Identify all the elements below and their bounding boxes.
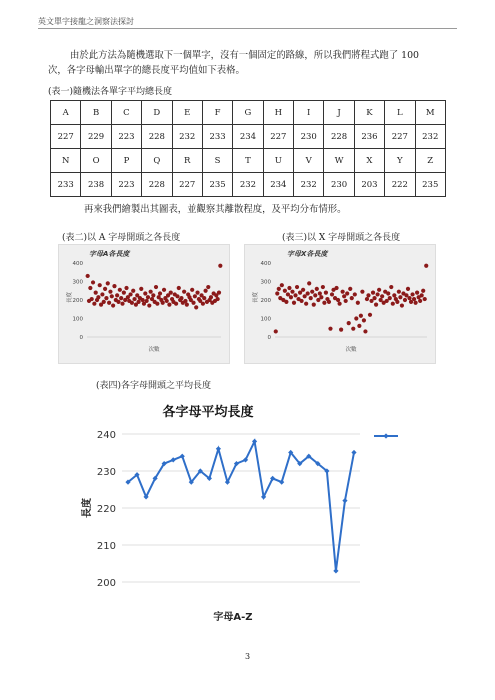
x-axis-label: 字母A-Z — [213, 612, 253, 623]
scatter-point — [103, 287, 107, 291]
scatter-point — [351, 327, 355, 331]
scatter-point — [175, 294, 179, 298]
table-cell: 227 — [172, 173, 202, 197]
scatter-point — [112, 284, 116, 288]
scatter-point — [100, 292, 104, 296]
table-cell: 236 — [354, 125, 384, 149]
figure-2-caption: (表二)以 A 字母開頭之各長度 — [62, 233, 181, 243]
scatter-point — [128, 292, 132, 296]
scatter-point — [195, 291, 199, 295]
x-axis-label: 次數 — [345, 347, 357, 353]
chart-title: 字母X各長度 — [287, 250, 328, 258]
scatter-point — [284, 300, 288, 304]
scatter-point — [289, 295, 293, 299]
scatter-point — [107, 301, 111, 305]
table-cell: 235 — [202, 173, 232, 197]
scatter-point — [146, 295, 150, 299]
scatter-point — [407, 296, 411, 300]
line-chart — [78, 394, 424, 630]
scatter-point — [116, 300, 120, 304]
scatter-point — [217, 291, 221, 295]
scatter-point — [372, 296, 376, 300]
scatter-point — [310, 290, 314, 294]
scatter-point — [96, 295, 100, 299]
scatter-point — [336, 298, 340, 302]
table-cell: 234 — [263, 173, 293, 197]
table-cell: L — [385, 101, 415, 125]
table-cell: D — [142, 101, 172, 125]
y-tick-label: 240 — [96, 430, 116, 441]
table-cell: R — [172, 149, 202, 173]
data-point — [216, 446, 221, 451]
header-rule — [38, 28, 457, 29]
scatter-point — [287, 286, 291, 290]
scatter-point — [319, 295, 323, 299]
scatter-point — [183, 299, 187, 303]
scatter-point — [389, 285, 393, 289]
scatter-point — [410, 292, 414, 296]
scatter-point — [111, 303, 115, 307]
table-cell: P — [111, 149, 141, 173]
y-tick-label: 200 — [72, 298, 83, 304]
table-cell: 229 — [81, 125, 111, 149]
scatter-point — [386, 291, 390, 295]
scatter-point — [115, 293, 119, 297]
scatter-point — [359, 314, 363, 318]
scatter-point — [122, 291, 126, 295]
scatter-point — [182, 290, 186, 294]
scatter-point — [275, 291, 279, 295]
scatter-point — [292, 301, 296, 305]
y-tick-label: 220 — [96, 504, 116, 515]
scatter-point — [98, 283, 102, 287]
table-cell: U — [263, 149, 293, 173]
scatter-point — [353, 292, 357, 296]
scatter-point — [350, 296, 354, 300]
y-tick-label: 400 — [260, 261, 271, 267]
scatter-panel-x — [244, 244, 436, 364]
scatter-point — [368, 313, 372, 317]
table-cell: 228 — [142, 173, 172, 197]
scatter-point — [165, 299, 169, 303]
table-cell: 222 — [385, 173, 415, 197]
scatter-point — [356, 301, 360, 305]
scatter-point — [119, 296, 123, 300]
scatter-point — [120, 302, 124, 306]
scatter-point — [110, 294, 114, 298]
table-cell: 238 — [81, 173, 111, 197]
scatter-chart-x — [245, 245, 435, 363]
table-cell: 223 — [111, 173, 141, 197]
y-axis-label: 長度 — [67, 291, 73, 303]
table-cell: 232 — [172, 125, 202, 149]
scatter-point — [391, 302, 395, 306]
y-axis-label: 長度 — [253, 291, 259, 303]
scatter-point — [397, 290, 401, 294]
scatter-point — [315, 287, 319, 291]
scatter-point — [151, 293, 155, 297]
scatter-point — [209, 295, 213, 299]
scatter-point — [216, 297, 220, 301]
scatter-point — [421, 289, 425, 293]
scatter-point — [280, 283, 284, 287]
running-head: 英文單字接龍之洞察法探討 — [38, 17, 134, 26]
table-cell: 232 — [233, 173, 263, 197]
scatter-point — [161, 301, 165, 305]
scatter-point — [155, 302, 159, 306]
legend-marker — [383, 433, 388, 438]
y-tick-label: 200 — [96, 578, 116, 589]
table-cell: 232 — [294, 173, 324, 197]
scatter-point — [377, 288, 381, 292]
scatter-point — [179, 296, 183, 300]
scatter-point — [202, 296, 206, 300]
scatter-point — [392, 293, 396, 297]
scatter-chart-a — [59, 245, 229, 363]
scatter-point — [380, 294, 384, 298]
scatter-point — [158, 291, 162, 295]
scatter-point — [363, 329, 367, 333]
table-cell: 223 — [111, 125, 141, 149]
scatter-point — [167, 303, 171, 307]
scatter-point — [313, 293, 317, 297]
scatter-point — [91, 280, 95, 284]
scatter-point — [162, 288, 166, 292]
scatter-point — [400, 303, 404, 307]
scatter-point — [185, 303, 189, 307]
scatter-point — [322, 301, 326, 305]
scatter-point — [306, 291, 310, 295]
scatter-point — [339, 328, 343, 332]
scatter-point — [143, 291, 147, 295]
scatter-point — [124, 286, 128, 290]
scatter-point — [347, 321, 351, 325]
scatter-point — [193, 294, 197, 298]
scatter-point — [376, 292, 380, 296]
table-cell: G — [233, 101, 263, 125]
y-tick-label: 100 — [72, 316, 83, 323]
data-point — [342, 498, 347, 503]
scatter-point — [414, 301, 418, 305]
scatter-point — [102, 300, 106, 304]
y-tick-label: 200 — [260, 298, 271, 304]
scatter-point — [334, 286, 338, 290]
scatter-point — [201, 302, 205, 306]
scatter-point — [139, 287, 143, 291]
scatter-point — [403, 298, 407, 302]
scatter-point — [92, 302, 96, 306]
scatter-point — [357, 324, 361, 328]
table-cell: W — [324, 149, 354, 173]
scatter-point — [118, 288, 122, 292]
scatter-point — [354, 316, 358, 320]
table-cell: I — [294, 101, 324, 125]
scatter-point — [398, 295, 402, 299]
table-cell: Y — [385, 149, 415, 173]
scatter-point — [104, 296, 108, 300]
figure-4-caption: (表四)各字母開頭之平均長度 — [96, 381, 212, 391]
figure-3-caption: (表三)以 X 字母開頭之各長度 — [282, 233, 401, 243]
table-cell: C — [111, 101, 141, 125]
scatter-point — [327, 300, 331, 304]
table-cell: Q — [142, 149, 172, 173]
table-cell: 235 — [415, 173, 446, 197]
paragraph-1-line-2: 次，各字母輸出單字的總長度平均值如下表格。 — [48, 65, 245, 76]
data-point — [333, 568, 338, 573]
table-cell: E — [172, 101, 202, 125]
y-tick-label: 0 — [267, 335, 271, 341]
scatter-point — [190, 288, 194, 292]
y-axis-label: 長度 — [82, 498, 93, 518]
average-length-table — [50, 100, 446, 197]
scatter-point — [374, 303, 378, 307]
table-cell: 234 — [233, 125, 263, 149]
scatter-point — [423, 297, 427, 301]
scatter-panel-a — [58, 244, 230, 364]
y-tick-label: 100 — [260, 316, 271, 323]
scatter-point — [345, 291, 349, 295]
table-cell: 227 — [385, 125, 415, 149]
scatter-point — [295, 285, 299, 289]
scatter-point — [318, 291, 322, 295]
scatter-point — [132, 297, 136, 301]
scatter-point — [424, 264, 428, 268]
scatter-point — [177, 286, 181, 290]
table-cell: 203 — [354, 173, 384, 197]
scatter-point — [149, 290, 153, 294]
y-tick-label: 300 — [72, 279, 83, 286]
y-tick-label: 0 — [79, 335, 83, 341]
y-tick-label: 300 — [260, 279, 271, 286]
scatter-point — [274, 329, 278, 333]
table-cell: Z — [415, 149, 446, 173]
scatter-point — [88, 286, 92, 290]
scatter-point — [304, 302, 308, 306]
scatter-point — [218, 264, 222, 268]
scatter-point — [277, 287, 281, 291]
y-tick-label: 400 — [72, 261, 83, 267]
scatter-point — [131, 289, 135, 293]
table-cell: 228 — [142, 125, 172, 149]
paragraph-1-line-1: 由於此方法為隨機選取下一個單字，沒有一個固定的路線，所以我們將程式跑了 100 — [70, 50, 420, 61]
scatter-point — [330, 292, 334, 296]
scatter-point — [301, 288, 305, 292]
scatter-point — [415, 291, 419, 295]
table-row — [51, 173, 446, 197]
scatter-point — [338, 302, 342, 306]
series-line — [128, 441, 354, 571]
table-row — [51, 125, 446, 149]
table-cell: O — [81, 149, 111, 173]
table-cell: V — [294, 149, 324, 173]
scatter-point — [141, 298, 145, 302]
scatter-point — [395, 300, 399, 304]
scatter-point — [360, 290, 364, 294]
scatter-point — [194, 305, 198, 309]
table-cell: F — [202, 101, 232, 125]
scatter-point — [348, 287, 352, 291]
scatter-point — [145, 299, 149, 303]
scatter-point — [420, 293, 424, 297]
scatter-point — [206, 285, 210, 289]
data-point — [351, 450, 356, 455]
table-cell: T — [233, 149, 263, 173]
scatter-point — [324, 291, 328, 295]
scatter-point — [106, 281, 110, 285]
table-row — [51, 149, 446, 173]
table-cell: 228 — [324, 125, 354, 149]
scatter-point — [154, 285, 158, 289]
scatter-point — [341, 290, 345, 294]
scatter-point — [344, 299, 348, 303]
scatter-point — [90, 297, 94, 301]
table-cell: M — [415, 101, 446, 125]
page-number: 3 — [244, 652, 251, 661]
scatter-point — [412, 297, 416, 301]
table-cell: N — [51, 149, 81, 173]
table-cell: 227 — [263, 125, 293, 149]
table-cell: X — [354, 149, 384, 173]
scatter-point — [169, 291, 173, 295]
table-cell: S — [202, 149, 232, 173]
scatter-point — [108, 290, 112, 294]
scatter-point — [371, 291, 375, 295]
scatter-point — [86, 274, 90, 278]
chart-title: 字母A各長度 — [89, 250, 130, 258]
scatter-point — [307, 281, 311, 285]
table-cell: 232 — [415, 125, 446, 149]
scatter-point — [300, 299, 304, 303]
y-tick-label: 210 — [96, 541, 116, 552]
table-cell: 227 — [51, 125, 81, 149]
table-cell: 230 — [324, 173, 354, 197]
scatter-point — [283, 289, 287, 293]
scatter-point — [328, 327, 332, 331]
scatter-point — [418, 299, 422, 303]
table-cell: 233 — [51, 173, 81, 197]
scatter-point — [309, 296, 313, 300]
scatter-point — [191, 301, 195, 305]
scatter-point — [290, 290, 294, 294]
scatter-point — [130, 301, 134, 305]
table-cell: B — [81, 101, 111, 125]
scatter-point — [203, 289, 207, 293]
table-cell: 230 — [294, 125, 324, 149]
scatter-point — [406, 287, 410, 291]
scatter-point — [321, 285, 325, 289]
scatter-point — [136, 300, 140, 304]
scatter-point — [362, 318, 366, 322]
x-axis-label: 次數 — [148, 347, 160, 353]
scatter-point — [388, 296, 392, 300]
scatter-point — [147, 303, 151, 307]
y-tick-label: 230 — [96, 467, 116, 478]
table-cell: K — [354, 101, 384, 125]
table-cell: 233 — [202, 125, 232, 149]
scatter-point — [312, 303, 316, 307]
table-cell: A — [51, 101, 81, 125]
scatter-point — [365, 297, 369, 301]
paragraph-2: 再來我們繪製出其圖表，並觀察其離散程度，及平均分布情形。 — [84, 204, 347, 215]
chart-title: 各字母平均長度 — [162, 405, 254, 420]
scatter-point — [293, 293, 297, 297]
scatter-point — [174, 302, 178, 306]
table-cell: H — [263, 101, 293, 125]
scatter-point — [366, 293, 370, 297]
table-caption: (表一)隨機法各單字平均總長度 — [48, 87, 173, 97]
scatter-point — [94, 291, 98, 295]
table-row — [51, 101, 446, 125]
table-cell: J — [324, 101, 354, 125]
